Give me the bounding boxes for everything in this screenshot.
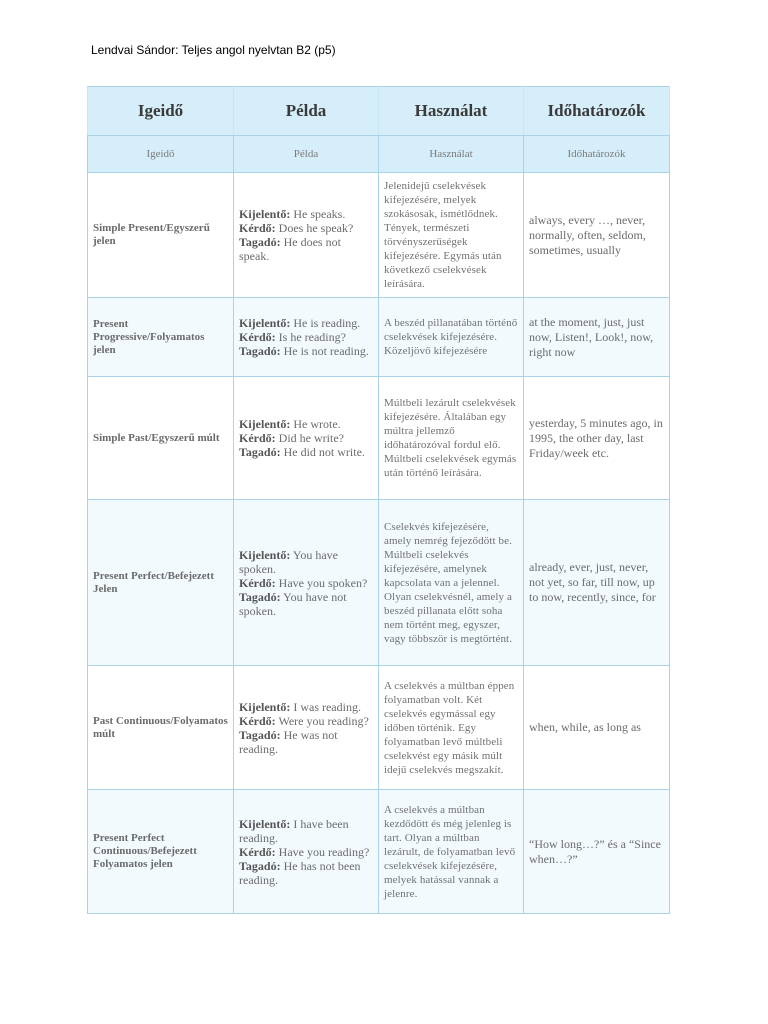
- table-row: [88, 173, 670, 298]
- subheader-usage: Használat: [379, 136, 524, 173]
- usage-text: A cselekvés a múltban kezdődött és még jelenleg is tart. Olyan a múltban lezárult, de folyamatban levő cselekvések kifejezésére, melyek hatással vannak a jelenre.: [379, 790, 524, 914]
- table-row: [88, 377, 670, 500]
- adverbs-text: always, every …, never, normally, often, seldom, sometimes, usually: [524, 173, 670, 298]
- subheader-example: Példa: [234, 136, 379, 173]
- adverbs-text: when, while, as long as: [524, 666, 670, 790]
- usage-text: Jelenidejű cselekvések kifejezésére, melyek szokásosak, ismétlődnek. Tények, természeti törvényszerűségek kifejezésére. Egymás után következő cselekvések leírására.: [379, 173, 524, 298]
- label-question: Kérdő:: [239, 844, 276, 859]
- label-statement: Kijelentő:: [239, 699, 291, 714]
- tense-name: Present Progressive/Folyamatos jelen: [88, 298, 234, 377]
- usage-text: Cselekvés kifejezésére, amely nemrég fejeződött be. Múltbeli cselekvés kifejezésére, amelynek kapcsolata van a jelennel. Olyan cselekvésnél, amely a beszéd pillanata előtt soha nem történt meg, egyszer, vagy többször is megtörtént.: [379, 500, 524, 666]
- example-negative: He does not speak.: [239, 235, 341, 263]
- table-row: [88, 790, 670, 914]
- document-title: Lendvai Sándor: Teljes angol nyelvtan B2 (p5): [91, 43, 336, 57]
- usage-text: A cselekvés a múltban éppen folyamatban volt. Két cselekvés egymással egy időben történik. Egy folyamatban levő múltbeli cselekvést egy másik múlt idejű cselekvés megszakít.: [379, 666, 524, 790]
- label-statement: Kijelentő:: [239, 417, 291, 431]
- label-negative: Tagadó:: [239, 344, 281, 358]
- example-cell: [234, 173, 379, 298]
- example-negative: You have not spoken.: [239, 589, 347, 618]
- label-question: Kérdő:: [239, 575, 276, 590]
- column-header-usage: Használat: [379, 87, 524, 136]
- label-question: Kérdő:: [239, 330, 276, 344]
- example-question: Does he speak?: [278, 221, 354, 235]
- example-question: Have you spoken?: [278, 575, 368, 590]
- label-negative: Tagadó:: [239, 589, 281, 604]
- table-row: [88, 666, 670, 790]
- example-statement: He speaks.: [293, 207, 346, 221]
- example-statement: He wrote.: [293, 417, 341, 431]
- example-question: Were you reading?: [278, 713, 369, 728]
- example-negative: He was not reading.: [239, 727, 338, 756]
- label-statement: Kijelentő:: [239, 316, 291, 330]
- usage-text: Múltbeli lezárult cselekvések kifejezésére. Általában egy múltra jellemző időhatározóval fordul elő. Múltbeli cselekvések egymás után történő leírására.: [379, 377, 524, 500]
- table-row: [88, 500, 670, 666]
- example-cell: [234, 666, 379, 790]
- adverbs-text: already, ever, just, never, not yet, so far, till now, up to now, recently, since, for: [524, 500, 670, 666]
- tenses-table: [87, 86, 670, 914]
- label-negative: Tagadó:: [239, 235, 281, 249]
- example-statement: You have spoken.: [239, 547, 339, 576]
- label-question: Kérdő:: [239, 713, 276, 728]
- example-cell: [234, 500, 379, 666]
- label-question: Kérdő:: [239, 431, 276, 445]
- label-negative: Tagadó:: [239, 858, 281, 873]
- example-question: Have you reading?: [278, 844, 370, 859]
- label-statement: Kijelentő:: [239, 816, 291, 831]
- column-header-tense: Igeidő: [88, 87, 234, 136]
- table-header-row: [88, 87, 670, 136]
- example-cell: [234, 790, 379, 914]
- tense-name: Present Perfect/Befejezett Jelen: [88, 500, 234, 666]
- example-negative: He did not write.: [283, 445, 365, 459]
- example-question: Is he reading?: [278, 330, 346, 344]
- adverbs-text: “How long…?” és a “Since when…?”: [524, 790, 670, 914]
- label-negative: Tagadó:: [239, 727, 281, 742]
- adverbs-text: at the moment, just, just now, Listen!, Look!, now, right now: [524, 298, 670, 377]
- example-cell: [234, 377, 379, 500]
- example-statement: He is reading.: [293, 316, 361, 330]
- table-subheader-row: [88, 136, 670, 173]
- tense-name: Present Perfect Continuous/Befejezett Folyamatos jelen: [88, 790, 234, 914]
- label-question: Kérdő:: [239, 221, 276, 235]
- table-row: [88, 298, 670, 377]
- label-negative: Tagadó:: [239, 445, 281, 459]
- subheader-tense: Igeidő: [88, 136, 234, 173]
- label-statement: Kijelentő:: [239, 547, 291, 562]
- usage-text: A beszéd pillanatában történő cselekvések kifejezésére. Közeljövő kifejezésére: [379, 298, 524, 377]
- example-statement: I have been reading.: [239, 816, 349, 845]
- label-statement: Kijelentő:: [239, 207, 291, 221]
- tense-name: Simple Past/Egyszerű múlt: [88, 377, 234, 500]
- example-statement: I was reading.: [293, 699, 361, 714]
- tense-name: Simple Present/Egyszerű jelen: [88, 173, 234, 298]
- tense-name: Past Continuous/Folyamatos múlt: [88, 666, 234, 790]
- example-negative: He is not reading.: [283, 344, 369, 358]
- example-question: Did he write?: [278, 431, 344, 445]
- adverbs-text: yesterday, 5 minutes ago, in 1995, the other day, last Friday/week etc.: [524, 377, 670, 500]
- example-cell: [234, 298, 379, 377]
- column-header-adverbs: Időhatározók: [524, 87, 670, 136]
- subheader-adverbs: Időhatározók: [524, 136, 670, 173]
- example-negative: He has not been reading.: [239, 858, 361, 887]
- column-header-example: Példa: [234, 87, 379, 136]
